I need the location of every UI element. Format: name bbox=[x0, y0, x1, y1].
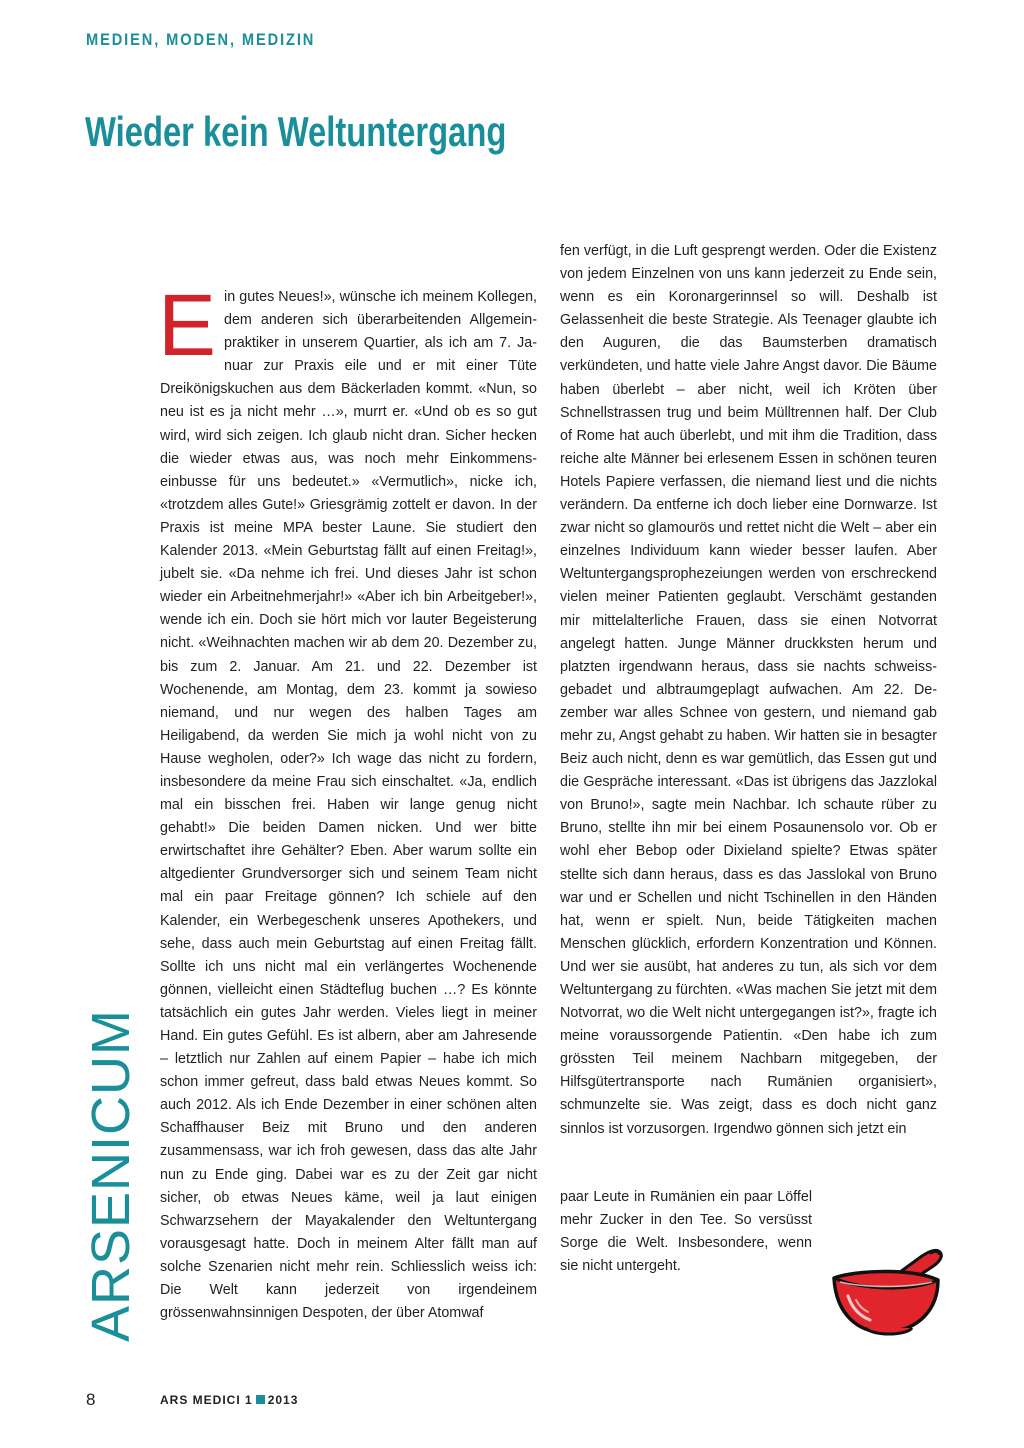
journal-footer bbox=[160, 1393, 298, 1407]
article-title: Wieder kein Weltuntergang bbox=[85, 108, 507, 155]
article-column-right-end bbox=[560, 1186, 812, 1278]
right-column-text: fen verfügt, in die Luft gesprengt werden. Oder die Existenz von jedem Einzelnen von uns kann jederzeit zu Ende sein, wenn es ein Koronargerinnsel so will. Deshalb ist Gelassenheit die beste Strategie. Als Teenager glaubte ich den Auguren, die das Baumsterben dramatisch verkündeten, und hatte viele Jahre Angst davor. Die Bäume haben überlebt – aber nicht, weil ich Kröten über Schnellstrassen trug und beim Mülltrennen half. Der Club of Rome hat auch überlebt, und mit ihm die Tradition, dass reiche alte Männer bei erlesenem Essen in schönen teuren Hotels Papiere verfassen, die niemand liest und die nichts verändern. Da entferne ich doch lieber eine Dornwarze. Ist zwar nicht so glamourös und rettet nicht die Welt – aber ein einzelnes Individuum kann wieder besser laufen. Aber Weltuntergangsprophezeiungen werden von erschreckend vielen meiner Patienten geglaubt. Verschämt gestanden mir mittelalterliche Frauen, dass sie einen Notvorrat angelegt hatten. Junge Männer druckksten herum und platzten irgendwann heraus, dass sie nachts schweissgebadet und albtraumgeplagt aufwachen. Am 22. Dezember war alles Schnee von gestern, und niemand gab mehr zu, Angst gehabt zu haben. Wir hatten sie in besagter Beiz auch nicht, denn es war gemütlich, das Essen gut und die Gespräche interessant. «Das ist übrigens das Jazzlokal von Bruno!», sagte mein Nachbar. Ich schaute rüber zu Bruno, stellte ihn mir bei einem Posaunensolo vor. Ob er wohl eher Bebop oder Dixieland spielte? Etwas später stellte sich dann heraus, dass es das Jasslokal von Bruno war und er Schellen und nicht Tschinellen in den Händen hat, wenn er spielt. Nun, beide Tätigkeiten machen Menschen glücklich, erfordern Konzentration und Können. Und wer sie ausübt, hat anderes zu tun, als sich vor dem Weltuntergang zu fürchten. «Was machen Sie jetzt mit dem Notvorrat, wo die Welt nicht untergegangen ist?», fragte ich meine voraussorgende Patientin. «Den habe ich zum grössten Teil meinem Nachbarn mitgegeben, der Hilfsgütertransporte nach Rumänien organisiert», schmunzelte sie. Was zeigt, dass es doch nicht ganz sinnlos ist vorzusorgen. Irgendwo gönnen sich jetzt ein bbox=[560, 243, 937, 1137]
drop-cap: E bbox=[158, 277, 217, 374]
right-column-end-text: paar Leute in Rumänien ein paar Löffel mehr Zucker in den Tee. So versüsst Sorge die Welt. Insbesondere, wenn sie nicht untergeht. bbox=[560, 1189, 812, 1275]
article-paragraph bbox=[158, 277, 537, 1325]
column-name-vertical: ARSENICUM bbox=[81, 1008, 141, 1342]
article-column-left bbox=[158, 277, 537, 1325]
journal-name: ARS MEDICI 1 bbox=[160, 1393, 253, 1407]
mortar-and-pestle-icon bbox=[826, 1230, 946, 1340]
page-number: 8 bbox=[86, 1390, 96, 1409]
article-column-right bbox=[560, 240, 937, 1141]
journal-year: 2013 bbox=[267, 1393, 299, 1407]
left-column-text: in gutes Neues!», wünsche ich meinem Kollegen, dem anderen sich überarbeitenden Allgemeinpraktiker in unserem Quartier, als ich am 7. Januar zur Praxis eile und er mit einer Tüte Dreikönigskuchen aus dem Bäckerladen kommt. «Nun, so neu ist es ja nicht mehr …», murrt er. «Und ob es so gut wird, wird sich zeigen. Ich glaub nicht dran. Sicher hecken die wieder etwas aus, was noch mehr Einkommenseinbusse für uns bedeutet.» «Vermutlich», nicke ich, «trotzdem alles Gute!» Griesgrämig zottelt er davon. In der Praxis ist meine MPA bester Laune. Sie studiert den Kalender 2013. «Mein Geburtstag fällt auf einen Freitag!», jubelt sie. «Da nehme ich frei. Und dieses Jahr ist schon wieder ein Arbeitnehmerjahr!» «Aber ich bin Arbeitgeber!», wende ich ein. Doch sie hört mich vor lauter Begeisterung nicht. «Weihnachten machen wir ab dem 20. Dezember zu, bis zum 2. Januar. Am 21. und 22. Dezember ist Wochenende, am Montag, dem 23. kommt ja sowieso niemand, und nur wegen des halben Tages am Heiligabend, da werden Sie mich ja wohl nicht von zu Hause wegholen, oder?» Ich wage das nicht zu fordern, insbesondere da meine Frau sich einschaltet. «Ja, endlich mal ein bisschen frei. Haben wir lange genug nicht gehabt!» Die beiden Damen nicken. Und wer bitte erwirtschaftet ihre Gehälter? Eben. Aber warum sollte ein altgedienter Grundversorger sich und seinem Team nicht mal ein paar Freitage gönnen? Ich schiele auf den Kalender, ein Werbegeschenk unseres Apothekers, und sehe, dass auch mein Geburtstag auf einen Freitag fällt. Sollte ich uns nicht mal ein verlängertes Wochenende gönnen, vielleicht einen Städteflug buchen …? Es könnte tatsächlich ein gutes Jahr werden. Vieles liegt in meiner Hand. Ein gutes Gefühl. Es ist albern, aber am Jahresende – letztlich nur Zahlen auf einem Papier – habe ich mich schon immer gefreut, dass bald etwas Neues kommt. So auch 2012. Als ich Ende Dezember in einer schönen alten Schaffhauser Beiz mit Bruno und den anderen zusammensass, war ich froh gewesen, dass das alte Jahr nun zu Ende ging. Dabei war es zu der Zeit gar nicht sicher, ob etwas Neues käme, weil ja laut einigen Schwarzsehern der Mayakalender den Weltuntergang vorausgesagt hatte. Doch in meinem Alter fällt man auf solche Szenarien nicht mehr rein. Schliesslich weiss ich: Die Welt kann jederzeit von irgendeinem grössenwahnsinnigen Despoten, der über Atomwaf bbox=[160, 289, 537, 1322]
separator-square-icon bbox=[256, 1395, 265, 1404]
section-label: MEDIEN, MODEN, MEDIZIN bbox=[86, 30, 316, 49]
